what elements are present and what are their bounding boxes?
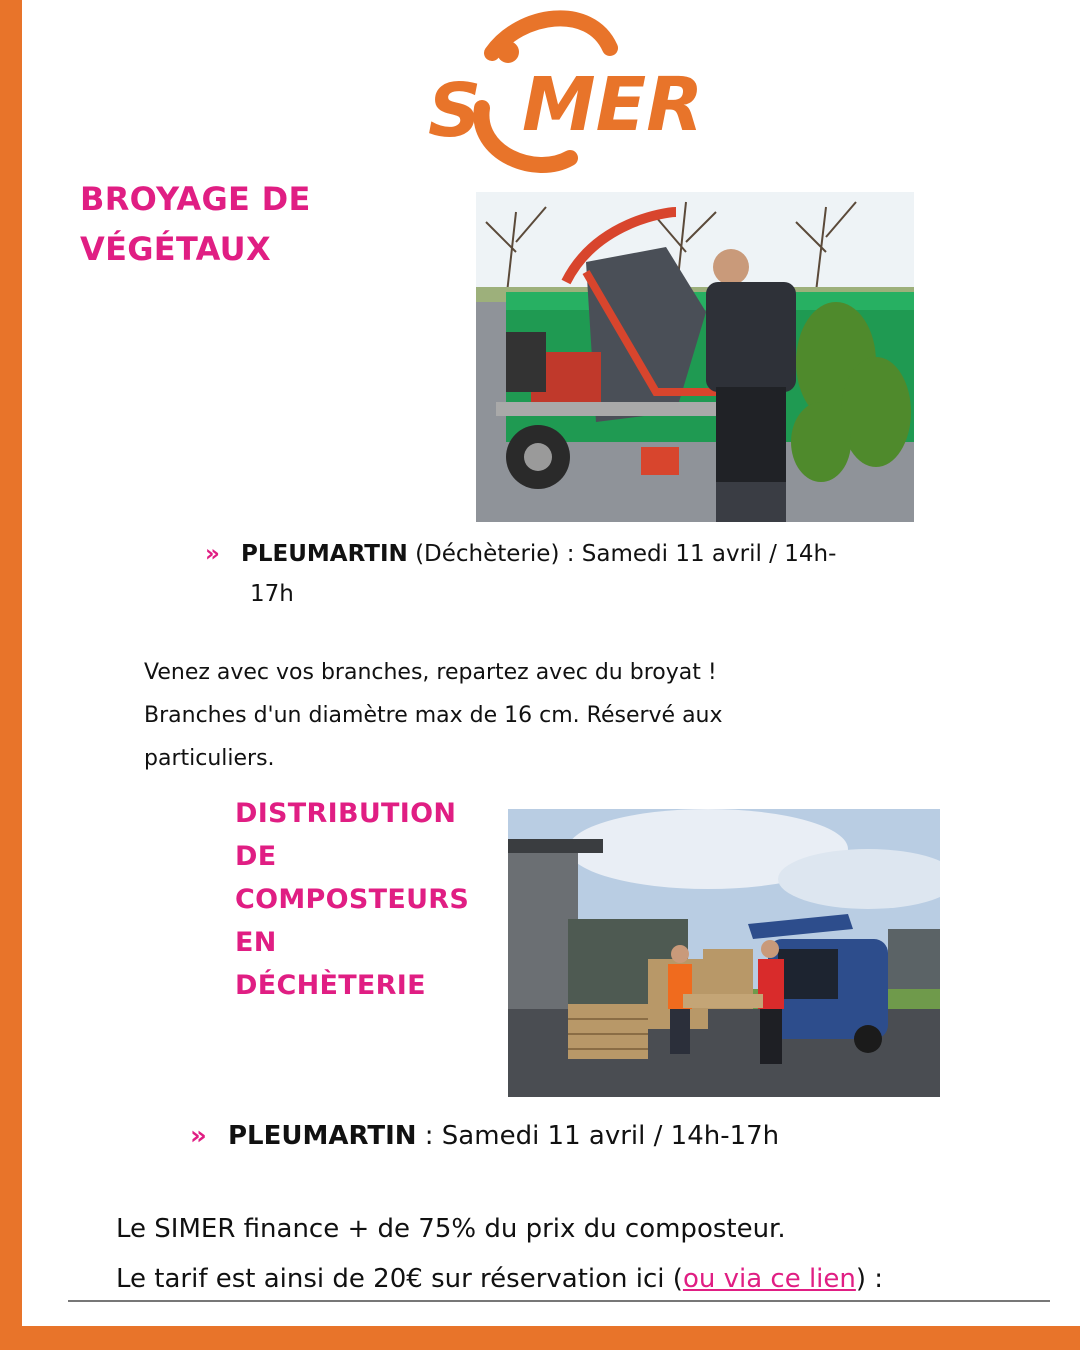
para-text: Le tarif est ainsi de 20€ sur réservation ici ( bbox=[116, 1264, 683, 1294]
event-details: (Déchèterie) : Samedi 11 avril / 14h- bbox=[407, 541, 837, 567]
composteur-description bbox=[116, 1204, 1016, 1304]
broyage-description bbox=[144, 651, 864, 780]
svg-text:MER: MER bbox=[522, 62, 700, 148]
section-title-composteurs bbox=[235, 792, 485, 1007]
event-location: PLEUMARTIN bbox=[228, 1121, 417, 1151]
event-date-composteurs bbox=[190, 1116, 950, 1156]
title-line: COMPOSTEURS bbox=[235, 884, 470, 915]
para-line: Venez avec vos branches, repartez avec du broyat ! bbox=[144, 660, 717, 685]
para-text: ) : bbox=[855, 1264, 884, 1294]
title-line: DISTRIBUTION bbox=[235, 798, 457, 829]
para-line: Branches d'un diamètre max de 16 cm. Réservé aux bbox=[144, 703, 723, 728]
event-date-broyage bbox=[205, 534, 905, 614]
para-line: particuliers. bbox=[144, 746, 275, 771]
composteur-distribution-photo bbox=[508, 809, 940, 1097]
event-details-cont: 17h bbox=[250, 581, 294, 607]
bullet-marker: » bbox=[190, 1121, 207, 1151]
reservation-link[interactable]: ou via ce lien bbox=[682, 1264, 856, 1294]
title-line: EN bbox=[235, 927, 277, 958]
divider bbox=[68, 1300, 1050, 1302]
title-line: DE bbox=[235, 841, 277, 872]
event-location: PLEUMARTIN bbox=[241, 541, 408, 567]
para-line: Le SIMER finance + de 75% du prix du composteur. bbox=[116, 1214, 786, 1244]
title-line: BROYAGE DE bbox=[80, 180, 311, 218]
event-details: : Samedi 11 avril / 14h-17h bbox=[416, 1121, 780, 1151]
section-title-broyage bbox=[80, 174, 410, 274]
title-line: DÉCHÈTERIE bbox=[235, 970, 426, 1001]
simer-logo bbox=[420, 8, 700, 178]
title-line: VÉGÉTAUX bbox=[80, 230, 271, 268]
wood-chipper-photo bbox=[476, 192, 914, 522]
svg-text:S: S bbox=[428, 68, 482, 154]
left-accent-bar bbox=[0, 0, 22, 1350]
para-line bbox=[116, 1254, 1016, 1304]
bottom-accent-bar bbox=[0, 1326, 1080, 1350]
bullet-marker: » bbox=[205, 541, 220, 567]
